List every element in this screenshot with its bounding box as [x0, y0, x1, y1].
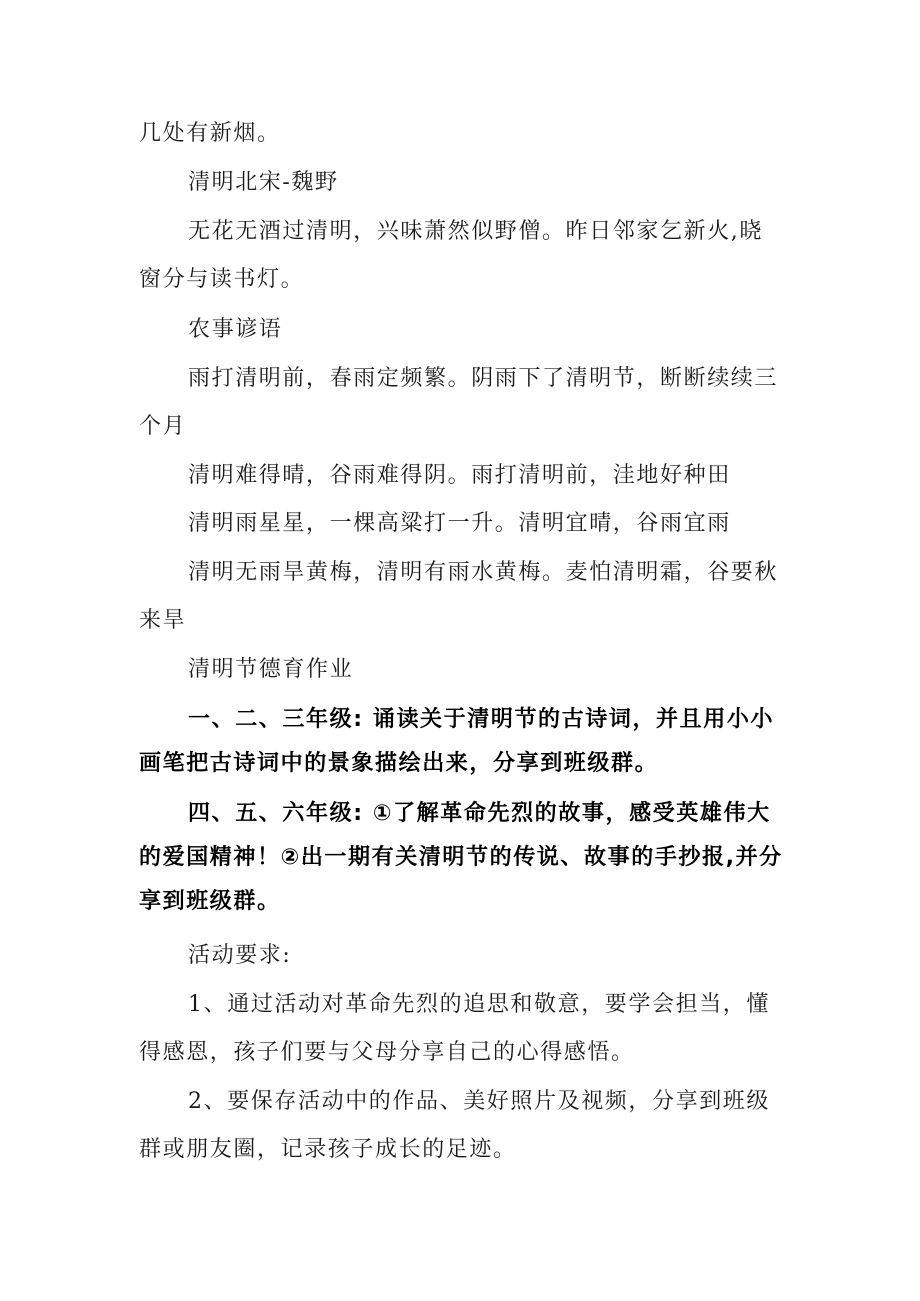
requirement-item-2: 2、要保存活动中的作品、美好照片及视频，分享到班级群或朋友圈，记录孩子成长的足迹。 [139, 1089, 770, 1162]
homework-grades-1-3: 一、二、三年级: 诵读关于清明节的古诗词，并且用小小画笔把古诗词中的景象描绘出来，分享到班级群。 [139, 707, 775, 776]
proverb-line: 清明难得晴，谷雨难得阴。雨打清明前，洼地好种田 [188, 463, 731, 488]
proverb-line: 雨打清明前，春雨定频繁。阴雨下了清明节，断断续续三个月 [139, 366, 779, 439]
proverb-line: 清明雨星星，一棵高粱打一升。清明宜晴，谷雨宜雨 [188, 511, 731, 536]
proverb-line: 清明无雨旱黄梅，清明有雨水黄梅。麦怕清明霜，谷要秋来旱 [139, 560, 779, 633]
section-heading-homework: 清明节德育作业 [188, 657, 354, 682]
requirement-item-1: 1、通过活动对革命先烈的追思和敬意，要学会担当，懂得感恩，孩子们要与父母分享自己的心得感悟。 [139, 992, 770, 1065]
poem-title: 清明北宋-魏野 [188, 170, 339, 195]
poem-ending-line: 几处有新烟。 [139, 121, 281, 146]
homework-grades-4-6: 四、五、六年级: ①了解革命先烈的故事，感受英雄伟大的爱国精神！②出一期有关清明节的传说、故事的手抄报,并分享到班级群。 [139, 801, 783, 914]
poem-body: 无花无酒过清明，兴味萧然似野僧。昨日邻家乞新火,晓窗分与读书灯。 [139, 219, 763, 292]
section-heading-proverbs: 农事谚语 [188, 317, 283, 342]
section-heading-requirements: 活动要求: [188, 943, 292, 968]
